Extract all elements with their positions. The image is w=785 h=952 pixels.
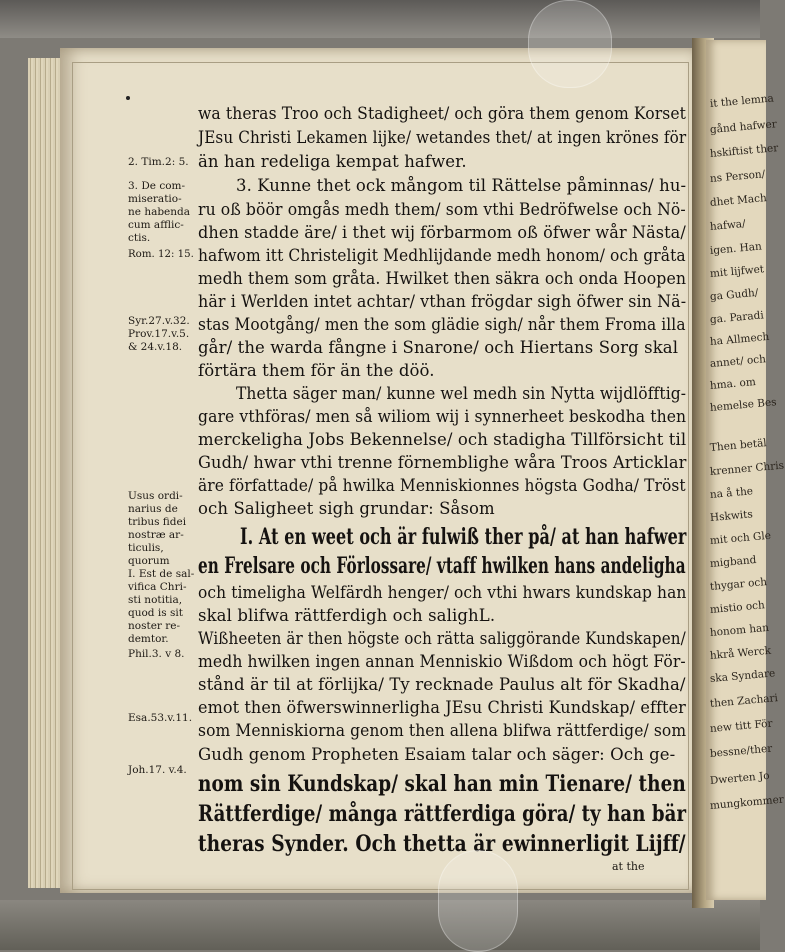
facing-page-line: hafwa/ (709, 217, 747, 233)
margin-note: quorum (128, 555, 170, 567)
text-line: som Menniskiorna genom then allena blifwa rättferdige/ som (198, 721, 687, 740)
margin-note: Syr.27.v.32. (128, 315, 190, 327)
margin-note: Joh.17. v.4. (128, 764, 187, 776)
text-line: 3. Kunne thet ock mångom til Rättelse påminnas/ hu- (236, 176, 687, 195)
scanner-background-bottom (0, 900, 760, 950)
text-line: merckeligha Jobs Bekennelse/ och stadigha Tillförsicht til (198, 430, 687, 449)
facing-page-line: krenner Chris (709, 459, 785, 478)
text-line: Rättferdige/ många rättferdiga göra/ ty han bär (198, 801, 687, 827)
facing-page-line: it the lemna (709, 92, 775, 110)
text-line: stånd är til at förlijka/ Ty recknade Paulus alt för Skadha/ (198, 675, 686, 694)
margin-note: 3. De com- (128, 180, 186, 192)
facing-page-line: honom han (709, 621, 770, 639)
scanner-background-top (0, 0, 760, 38)
facing-page-line: annet/ och (709, 353, 767, 370)
text-line: äre författade/ på hwilka Menniskionnes högsta Godha/ Tröst (198, 476, 686, 495)
facing-page-line: ga Gudh/ (709, 286, 759, 303)
text-line: medh hwilken ingen annan Menniskio Wißdom och högt För- (198, 652, 686, 671)
facing-page-line: mit lijfwet (709, 263, 765, 280)
text-line: gare vthföras/ men så wiliom wij i synnerheet beskodha then (198, 407, 687, 426)
margin-note: quod is sit (128, 607, 183, 619)
text-line: och Saligheet sigh grundar: Såsom (198, 499, 495, 518)
margin-note: & 24.v.18. (128, 341, 183, 353)
text-line: skal blifwa rättferdigh och salighL. (198, 606, 496, 625)
glass-clip-bottom (438, 850, 518, 952)
text-line: en Frelsare och Förlossare/ vtaff hwilken hans andeligha (198, 553, 686, 579)
facing-page-line: bessne/ther (709, 742, 773, 760)
margin-note: demtor. (128, 633, 169, 645)
margin-note: 2. Tim.2: 5. (128, 156, 189, 168)
facing-page-line: hskiftist ther (709, 142, 779, 160)
facing-page-line: Dwerten Jo (709, 769, 771, 787)
margin-note: Phil.3. v 8. (128, 648, 185, 660)
facing-page-line: hma. om (709, 376, 757, 392)
text-line: Wißheeten är then högste och rätta saliggörande Kundskapen/ (198, 629, 686, 648)
text-line: nom sin Kundskap/ skal han min Tienare/ then (198, 771, 686, 797)
margin-note: sti notitia, (128, 594, 183, 606)
facing-page (706, 40, 785, 900)
text-line: dhen stadde äre/ i thet wij förbarmom oß öfwer wår Nästa/ (198, 223, 686, 242)
facing-page-line: gånd hafwer (709, 118, 778, 136)
facing-page-line: Then betäl (709, 437, 768, 454)
facing-page-line: igen. Han (709, 240, 763, 257)
facing-page-line: Hskwits (709, 508, 754, 524)
margin-note: Prov.17.v.5. (128, 328, 190, 340)
margin-note: cum afflic- (128, 219, 184, 231)
margin-note: noster re- (128, 620, 181, 632)
margin-note: narius de (128, 503, 178, 515)
text-line: emot then öfwerswinnerligha JEsu Christi Kundskap/ effter (198, 698, 686, 717)
facing-page-line: migband (709, 553, 757, 570)
margin-note: nostræ ar- (128, 529, 184, 541)
facing-page-line: new titt För (709, 717, 774, 735)
text-line: theras Synder. Och thetta är ewinnerligit Lijff/ (198, 831, 686, 857)
printer-mark (126, 96, 130, 100)
facing-page-line: thygar och (709, 576, 768, 593)
margin-note: Esa.53.v.11. (128, 712, 193, 724)
margin-note: tribus fidei (128, 516, 187, 528)
margin-note: miseratio- (128, 193, 182, 205)
text-line: förtära them för än the döö. (198, 361, 435, 380)
margin-note: ctis. (128, 232, 151, 244)
text-line: medh them som gråta. Hwilket then säkra och onda Hoopen (198, 269, 687, 288)
text-line: går/ the warda fångne i Snarone/ och Hiertans Sorg skal (198, 338, 679, 357)
margin-note: Rom. 12: 15. (128, 248, 194, 260)
text-line: Gudh genom Propheten Esaiam talar och säger: Och ge- (198, 745, 676, 764)
facing-page-line: mit och Gle (709, 529, 772, 547)
text-line: stas Mootgång/ men the som glädie sigh/ når them Froma illa (198, 315, 686, 334)
facing-page-line: ns Person/ (709, 168, 766, 185)
margin-note: vifica Chri- (128, 581, 187, 593)
text-line: wa theras Troo och Stadigheet/ och göra them genom Korset (198, 104, 687, 123)
margin-note: ne habenda (128, 206, 191, 218)
facing-page-line: then Zachari (709, 692, 779, 710)
margin-note: ticulis, (128, 542, 164, 554)
text-line: JEsu Christi Lekamen lijke/ wetandes thet/ at ingen krönes för (198, 128, 687, 147)
margin-note: Usus ordi- (128, 490, 183, 502)
margin-note: I. Est de sal- (128, 568, 195, 580)
text-line: hafwom itt Christeligit Medhlijdande medh honom/ och gråta (198, 246, 686, 265)
text-line: I. At en weet och är fulwiß ther på/ at han hafwer (240, 524, 687, 550)
facing-page-line: ha Allmech (709, 330, 770, 348)
catchword: at the (612, 860, 645, 873)
text-line: Thetta säger man/ kunne wel medh sin Nytta wijdlöfftig- (236, 384, 687, 403)
facing-page-line: mistio och (709, 599, 766, 616)
facing-page-line: na å the (709, 485, 754, 501)
facing-page-line: ga. Paradi (709, 309, 765, 326)
text-line: och timeligha Welfärdh henger/ och vthi hwars kundskap han (198, 583, 687, 602)
facing-page-line: mungkommer (709, 793, 785, 812)
text-line: här i Werlden intet achtar/ vthan frögdar sigh öfwer sin Nä- (198, 292, 687, 311)
facing-page-line: dhet Mach (709, 192, 768, 209)
text-line: Gudh/ hwar vthi trenne förnemblighe wåra Troos Articklar (198, 453, 687, 472)
glass-clip-top (528, 0, 612, 88)
facing-page-line: hemelse Bes (709, 396, 778, 414)
text-line: ru oß böör omgås medh them/ som vthi Bedröfwelse och Nö- (198, 200, 686, 219)
text-line: än han redeliga kempat hafwer. (198, 152, 467, 171)
facing-page-line: ska Syndare (709, 667, 776, 685)
facing-page-line: hkrå Werck (709, 644, 772, 662)
